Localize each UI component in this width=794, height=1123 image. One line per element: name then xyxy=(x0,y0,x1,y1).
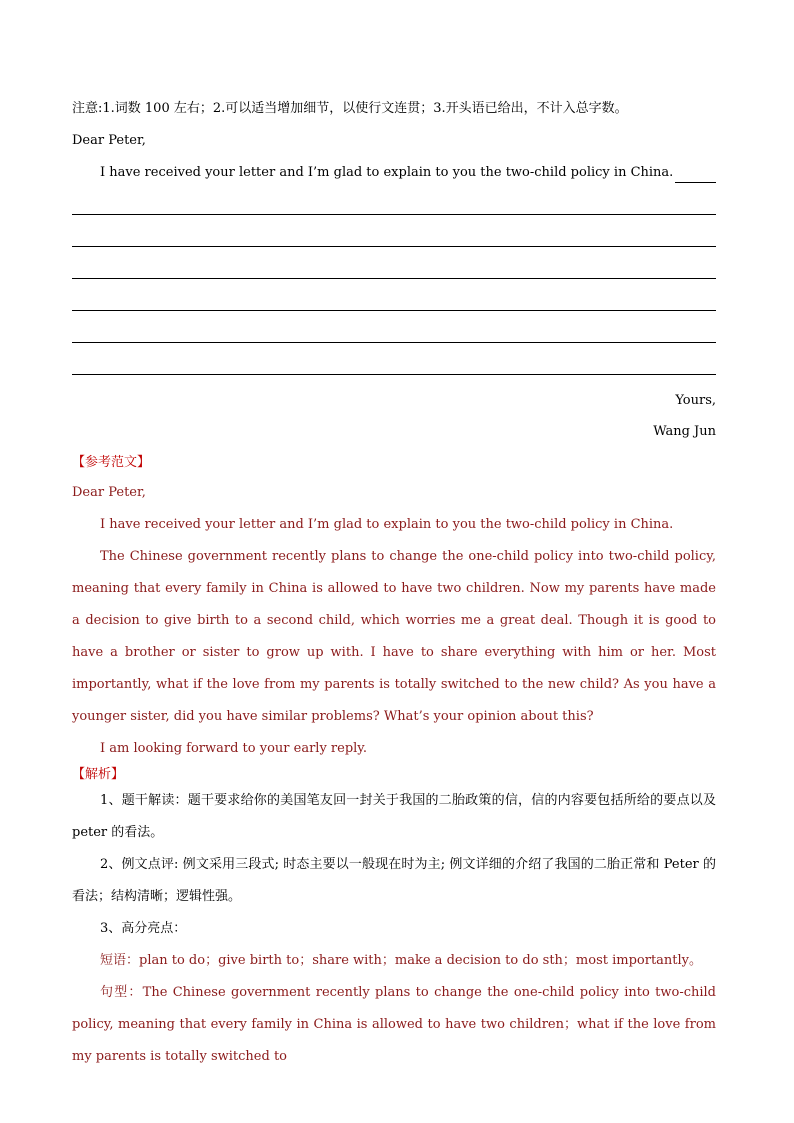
writing-blank-line xyxy=(72,374,716,375)
writing-blank-line xyxy=(72,310,716,311)
task-signature: Wang Jun xyxy=(653,424,716,439)
page-content xyxy=(72,99,716,1073)
analysis-phrases: 短语：plan to do；give birth to；share with；make a decision to do sth；most importantly。 xyxy=(100,953,703,968)
sample-salutation: Dear Peter, xyxy=(72,485,146,500)
analysis-item-1: 1、题干解读：题干要求给你的美国笔友回一封关于我国的二胎政策的信，信的内容要包括所给的要点以及 peter 的看法。 xyxy=(72,793,716,840)
task-salutation: Dear Peter, xyxy=(72,133,146,148)
analysis-item-2: 2、例文点评: 例文采用三段式; 时态主要以一般现在时为主; 例文详细的介绍了我国的二胎正常和 Peter 的看法；结构清晰；逻辑性强。 xyxy=(72,857,716,904)
sample-paragraph-1: I have received your letter and I’m glad to explain to you the two-child policy in China. xyxy=(100,517,674,532)
sample-paragraph-2: The Chinese government recently plans to change the one-child policy into two-child policy, meaning that every family in China is allowed to have two children. Now my parents have made a decision to give birth to a second child, which worries me a great deal. Though it is good to have a brother or sister to grow up with. I have to share everything with him or her. Most importantly, what if the love from my parents is totally switched to the new child? As you have a younger sister, did you have similar problems? What’s your opinion about this? xyxy=(72,549,716,724)
writing-blank-line xyxy=(72,278,716,279)
writing-blank-line xyxy=(72,214,716,215)
writing-blank-line xyxy=(72,246,716,247)
task-opening-text: I have received your letter and I’m glad to explain to you the two-child policy in China. xyxy=(100,165,674,180)
task-closing: Yours, xyxy=(675,393,716,408)
task-notice: 注意:1.词数 100 左右；2.可以适当增加细节，以使行文连贯；3.开头语已给出，不计入总字数。 xyxy=(72,101,628,116)
writing-blank-line xyxy=(675,168,716,183)
analysis-sentences: 句型：The Chinese government recently plans to change the one-child policy into two-child policy, meaning that every family in China is allowed to have two children；what if the love from my parents is totally switched to xyxy=(72,985,716,1064)
analysis-heading: 【解析】 xyxy=(72,767,125,782)
task-opening-line xyxy=(72,163,716,183)
sample-heading: 【参考范文】 xyxy=(72,455,151,470)
sample-paragraph-3: I am looking forward to your early reply. xyxy=(100,741,368,756)
writing-blank-line xyxy=(72,342,716,343)
analysis-item-3: 3、高分亮点： xyxy=(100,921,187,936)
